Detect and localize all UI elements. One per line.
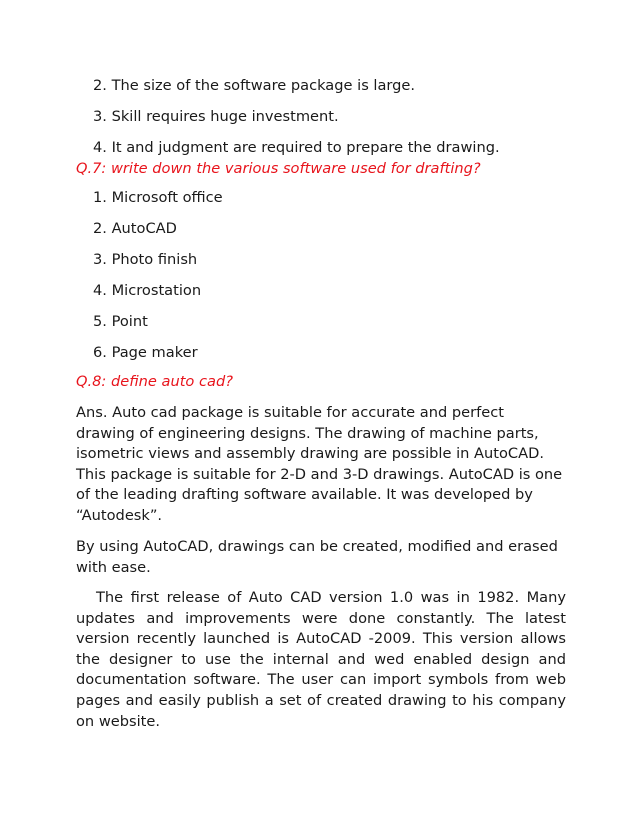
numbered-list-continued [93,70,500,163]
list-item: 1. Microsoft office [93,189,223,206]
list-item: 4. Microstation [93,282,202,299]
list-item: 3. Photo finish [93,251,198,268]
list-item: 2. AutoCAD [93,220,177,237]
software-list [93,182,223,368]
list-item: 5. Point [93,313,148,330]
answer-paragraph: The first release of Auto CAD version 1.0 was in 1982. Many updates and improvements were done constantly. The latest version recently launched is AutoCAD -2009. This version allows the designer to use the internal and wed enabled design and documentation software. The user can import symbols from web pages and easily publish a set of created drawing to his company on website. [76,589,566,730]
list-item: 3. Skill requires huge investment. [93,108,339,125]
question-heading-q8: Q.8: define auto cad? [76,373,233,390]
question-heading-q7: Q.7: write down the various software used for drafting? [76,160,481,177]
answer-paragraph: By using AutoCAD, drawings can be created, modified and erased with ease. [76,538,558,576]
list-item: 6. Page maker [93,344,198,361]
answer-paragraph: Ans. Auto cad package is suitable for accurate and perfect drawing of engineering designs. The drawing of machine parts, isometric views and assembly drawing are possible in AutoCAD. This package is suitable for 2-D and 3-D drawings. AutoCAD is one of the leading drafting software available. It was developed by “Autodesk”. [76,404,563,524]
list-item: 4. It and judgment are required to prepare the drawing. [93,139,500,156]
list-item: 2. The size of the software package is large. [93,77,416,94]
